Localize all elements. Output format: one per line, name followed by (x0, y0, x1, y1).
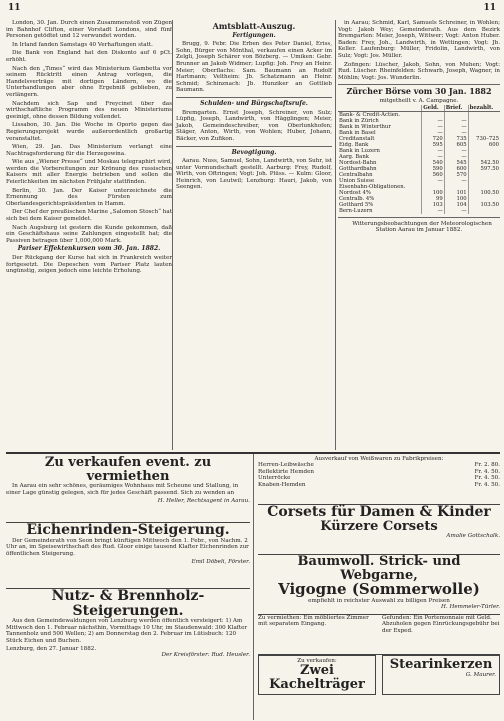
news-subhead: Pariser Effektenkursen vom 30. Jan. 1882. (17, 245, 161, 253)
ad-text: Der Gemeinderath von Seon bringt künftigen Mittwoch den 1. Febr., von Nachm. 2 Uhr an, im Speisewirthschaft des Rud. Gloor einige tausend Klafter Eichenrinden zur öffentlichen Steigerung. (6, 537, 249, 557)
security-name-cell: Union Suisse (338, 178, 422, 184)
security-name-cell: Eidg. Bank (338, 142, 422, 148)
price-cell: — (422, 130, 444, 136)
boerse-table-body (338, 111, 500, 214)
price-cell: 595 (422, 142, 444, 148)
ad-text: empfiehlt in reichster Auswahl zu billigen Preisen (308, 598, 450, 605)
ad-headline: Zwei Kachelträger (269, 663, 365, 693)
ad-headline: Nutz- & Brennholz-Steigerungen. (51, 588, 205, 619)
security-name-cell: Creditanstalt (338, 136, 422, 142)
ad-headline-2: Vigogne (Sommerwolle) (278, 580, 480, 599)
news-paragraph: Nachdem sich Sap und Freycinet über das wirthschaftliche Programm des neuen Ministeriums geeinigt, ohne dessen Bildung vollendet. (6, 100, 172, 120)
ad-signature: H. Hemmeler-Türler. (441, 604, 500, 611)
item-price: Fr. 2. 80. (474, 462, 500, 469)
security-name-cell: Centralbahn (338, 172, 422, 178)
section-heading: Bevogtigung. (231, 148, 277, 156)
ad-signature: Der Kreisförster: Rud. Heusler. (161, 652, 250, 659)
price-cell: 730–725 (476, 135, 499, 142)
divider (176, 97, 332, 98)
item-name: Herren-Leibwäsche (258, 462, 314, 469)
boerse-title: Zürcher Börse vom 30 Jan. 1882 (346, 86, 492, 97)
ad-text: Aus den Gemeindewaldungen von Lenzburg werden öffentlich versteigert: 1) Am Mittwoch den 1. Februar nächsthin, Vormittags 10 Uhr, im Staudenwald: 300 Klafter Tannenholz und 500 Wellen; 2) am Donnerstag den 2. Februar im Lütisbuch: 120 Stück Eichen und Buchen. (6, 618, 248, 644)
security-name-cell: Gotthardbahn (338, 166, 422, 172)
section-text: Brugg, 9. Febr. Die Erben des Peter Daniel, Eriss, Sohn, Bürger von Mönthal, verkaufen einen Acker im Zelgli, Joseph Schärer von Bözberg. — Umiken: Gebr. Brunner an Jakob Widmer; Lupfig: Joh. Frey an Heinr. Meier; Oberflachs: Sam. Baumann an Rudolf Hartmann; Veltheim: Jb. Schatzmann an Heinr. Schmid; Schinznach: Jb. Hunziker an Gottlieb Baumann. (176, 41, 332, 94)
price-cell: — (444, 118, 468, 124)
price-cell: 600 (488, 141, 499, 148)
ad-headline: Baumwoll. Strick- und Webgarne, (297, 554, 461, 583)
ad-small-row (258, 614, 500, 634)
price-cell: — (444, 124, 468, 130)
ad-garne (258, 554, 500, 611)
security-name-cell: Bank in Winterthur (338, 124, 422, 130)
security-name-cell: Aarg. Bank (338, 154, 422, 160)
price-cell: — (422, 118, 444, 124)
divider (338, 84, 500, 85)
security-name-cell: Bern-Luzern (338, 208, 422, 214)
price-list-item (258, 482, 500, 488)
news-paragraph: Nach Augsburg ist gestern die Kunde gekommen, daß ein Geschäftshaus seine Zahlungen eingestellt hat; die Passiven betragen über 1,000,000 Mark. (6, 224, 172, 244)
price-cell: — (422, 148, 444, 154)
ad-sale (6, 456, 250, 505)
ad-holz-steigerung (6, 588, 250, 659)
price-cell: 100 (444, 196, 468, 202)
price-cell: 590 (422, 166, 444, 172)
security-name-cell: Eisenbahn-Obligationen. (338, 184, 422, 190)
ad-signature: G. Maurer. (465, 671, 496, 678)
ad-text: Ausverkauf von Weißwaren zu Fabrikpreisen: (314, 456, 444, 462)
ad-gefunden: Gefunden: Ein Portemonnaie mit Geld. Abzuholen gegen Einrückungsgebühr bei der Exped. (382, 615, 500, 634)
ad-divider (253, 454, 254, 720)
news-paragraph: London, 30. Jan. Durch einen Zusammenstoß von Zügen im Bahnhof Clifton, einer Vorstadt Londons, sind fünf Personen getödtet und 12 verwundet worden. (6, 20, 172, 40)
price-list (258, 462, 500, 488)
boerse-column (338, 20, 500, 450)
page-number-right: 11 (483, 3, 496, 13)
price-cell: 720 (422, 136, 444, 142)
price-cell: 104 (444, 202, 468, 208)
ad-signature: Amalie Gottschalk. (446, 533, 500, 540)
price-cell: 100 (422, 190, 444, 196)
section-text: Aarau. Nuss, Samuel, Sohn, Landwirth, von Suhr, ist unter Vormundschaft gestellt. Aarburg: Frey, Rudolf, Wirth, von Oftringen; Vogt: Joh. Plüss. — Kulm: Gloor, Heinrich, von Leutwil; Lenzburg: Hauri, Jakob, von Seengen. (176, 158, 332, 191)
security-name-cell: Gotthard 5% (338, 202, 422, 208)
boerse-subtitle: mitgetheilt v. A. Campagne. (379, 97, 459, 104)
price-cell: — (444, 208, 468, 214)
page-number-left: 11 (8, 3, 21, 13)
price-cell: 597.50 (480, 165, 499, 172)
ad-headline: Stearinkerzen (389, 657, 493, 672)
weather-note: Witterungsbeobachtungen der Meteorologischen Station Aarau im Januar 1882. (352, 220, 492, 234)
news-paragraph: Berlin, 30. Jan. Der Kaiser unterzeichnete die Ernennung des Fürsten zum Oberlandesgerichtspräsidenten in Hamm. (6, 187, 172, 207)
item-price: Fr. 4. 50. (474, 481, 500, 488)
price-cell: 103.50 (480, 201, 499, 208)
amtsblatt-column (172, 20, 336, 450)
price-cell: 570 (444, 172, 468, 178)
ad-text: In Aarau ein sehr schönes, geräumiges Wohnhaus mit Scheune und Stallung, in einer Lage günstig gelegen, sich für jedes Geschäft passend. Sich zu wenden an (6, 483, 239, 496)
item-price: Fr. 4. 50. (474, 468, 500, 475)
price-cell: 100.50 (480, 189, 499, 196)
price-cell: 99 (422, 196, 444, 202)
news-column (6, 20, 172, 450)
news-paragraph: In Irland fanden Samstags 40 Verhaftungen statt. (12, 41, 153, 48)
item-price: Fr. 4. 50. (474, 475, 500, 482)
item-name: Unterröcke (258, 475, 291, 482)
news-paragraph: Wien, 29. Jan. Das Ministerium verlangt eine Nachtragsforderung für die Herzegowina. (6, 144, 172, 157)
ad-eichenrinden (6, 522, 250, 565)
price-cell (468, 208, 500, 214)
price-cell: — (422, 208, 444, 214)
table-row (338, 208, 500, 214)
news-paragraph: Lissabon, 30. Jan. Die Woche in Oporto gegen das Regierungsprojekt wurde außerordentlich großartig veranstaltet. (6, 122, 172, 142)
security-name-cell: Bank in Basel (338, 130, 422, 136)
divider (176, 146, 332, 147)
item-name: Reflektirte Hemden (258, 468, 314, 475)
price-cell: — (444, 148, 468, 154)
news-paragraph: Nach den „Times“ wird das Ministerium Gambetta vor seinem Rücktritt einen Antrag vorlegen, die Handelsverträge mit dortigen Ländern, wo die Unterhandlungen aber ohne Ergebniß geblieben, zu verlängern. (6, 65, 172, 98)
advertisements (6, 452, 500, 720)
news-paragraph: Wie aus „Wiener Presse“ und Moskau telegraphirt wird, werden die Vorbereitungen zur Krönung des russischen Kaisers mit aller Energie betrieben und sollen die Feierlichkeiten im nächsten Frühjahr stattfinden. (6, 159, 172, 186)
amtsblatt-heading: Amtsblatt-Auszug. (212, 21, 296, 31)
column-header: bezahlt. (468, 105, 500, 112)
boerse-table (338, 105, 500, 214)
section-heading: Schulden- und Bürgschaftsrufe. (200, 99, 308, 107)
price-cell: 542.50 (480, 159, 499, 166)
security-name-cell: Nordost 4% (338, 190, 422, 196)
price-cell: 103 (422, 202, 444, 208)
column-header: Brief. (444, 105, 468, 112)
security-name-cell: Bank- & Credit-Actien. (338, 111, 422, 118)
ad-corsets (258, 504, 500, 540)
news-paragraph: in Aarau; Schmid, Karl, Samuels Schreiner, in Wohlen; Vogt: Jakob Wey; Gemeinderath. Aus dem Bezirk Bremgarten: Meier, Joseph, Wittwer; Vogt: Anton Huber. Baden: Frey, Joh., Landwirth, in Wettingen; Vogt: Jb. Keller. Laufenburg: Müller, Fridolin, Landwirth, von Sulz; Vogt: Jos. Müller. (338, 20, 500, 59)
price-cell: — (444, 178, 468, 184)
ad-text: Zu verkaufen: (297, 658, 337, 664)
price-cell: 101 (444, 190, 468, 196)
section-heading: Fertigungen. (232, 31, 276, 39)
ad-headline: Zu verkaufen event. zu vermiethen (44, 455, 212, 484)
price-cell: 605 (444, 142, 468, 148)
ad-headline: Eichenrinden-Steigerung. (26, 522, 230, 538)
security-name-cell: Nordost-Bahn (338, 160, 422, 166)
news-paragraph: Der Chef der preußischen Marine „Salomon Stosch“ hat sich bei dem Kaiser gemeldet. (6, 209, 172, 223)
security-name-cell: Bank in Luzern (338, 148, 422, 154)
price-cell: 560 (422, 172, 444, 178)
price-cell: 540 (422, 160, 444, 166)
ad-stearin (382, 655, 500, 695)
ad-headline: Corsets für Damen & Kinder (267, 504, 491, 520)
ad-vermiethen: Zu vermiethen: Ein möbliertes Zimmer mit separatem Eingang. (258, 615, 369, 628)
ad-weisswaren (258, 456, 500, 488)
ad-subheadline: Kürzere Corsets (320, 518, 438, 534)
ad-date: Lenzburg, den 27. Januar 1882. (6, 646, 97, 652)
section-text: Bremgarten. Ernst Joseph, Schreiner, von Sulz; Lüpfig, Joseph, Landwirth, von Hägglingen; Meier, Jakob, Gemeindeschreiber, von Oberlunkhofen; Stäger, Anton, Wirth, von Wohlen; Huber, Johann, Bäcker, von Zufikon. (176, 109, 332, 142)
divider (338, 217, 500, 218)
item-name: Knaben-Hemden (258, 481, 306, 488)
ad-signature: H. Heller, Rechtsagent in Aarau. (157, 498, 250, 505)
news-paragraph: Zofingen: Lüscher, Jakob, Sohn, von Muhen; Vogt: Rud. Lüscher. Rheinfelden: Schwarb, Joseph, Wagner, in Möhlin; Vogt: Jos. Wunderlin. (338, 61, 500, 81)
price-cell: 545 (444, 160, 468, 166)
security-name-cell: Centralb. 4% (338, 196, 422, 202)
column-header: Geld. (422, 105, 444, 112)
news-paragraph: Die Bank von England hat den Diskonto auf 6 pCt. erhöht. (6, 50, 172, 63)
price-cell: — (444, 130, 468, 136)
price-cell: — (422, 154, 444, 160)
ad-kachel (258, 655, 376, 695)
ad-signature: Emil Döbeli, Förster. (191, 558, 250, 565)
news-paragraph: Der Rückgang der Kurse hat sich in Frankreich weiter fortgesetzt. Die Depeschen vom Pariser Platz lauten ungünstig, zeigen jedoch eine leichte Erholung. (6, 255, 172, 275)
price-cell: 735 (444, 136, 468, 142)
ad-bottom-row (258, 654, 500, 695)
security-name-cell: Bank in Zürich (338, 118, 422, 124)
price-cell: — (422, 124, 444, 130)
price-cell: — (444, 154, 468, 160)
price-cell: — (422, 178, 444, 184)
price-cell: 600 (444, 166, 468, 172)
